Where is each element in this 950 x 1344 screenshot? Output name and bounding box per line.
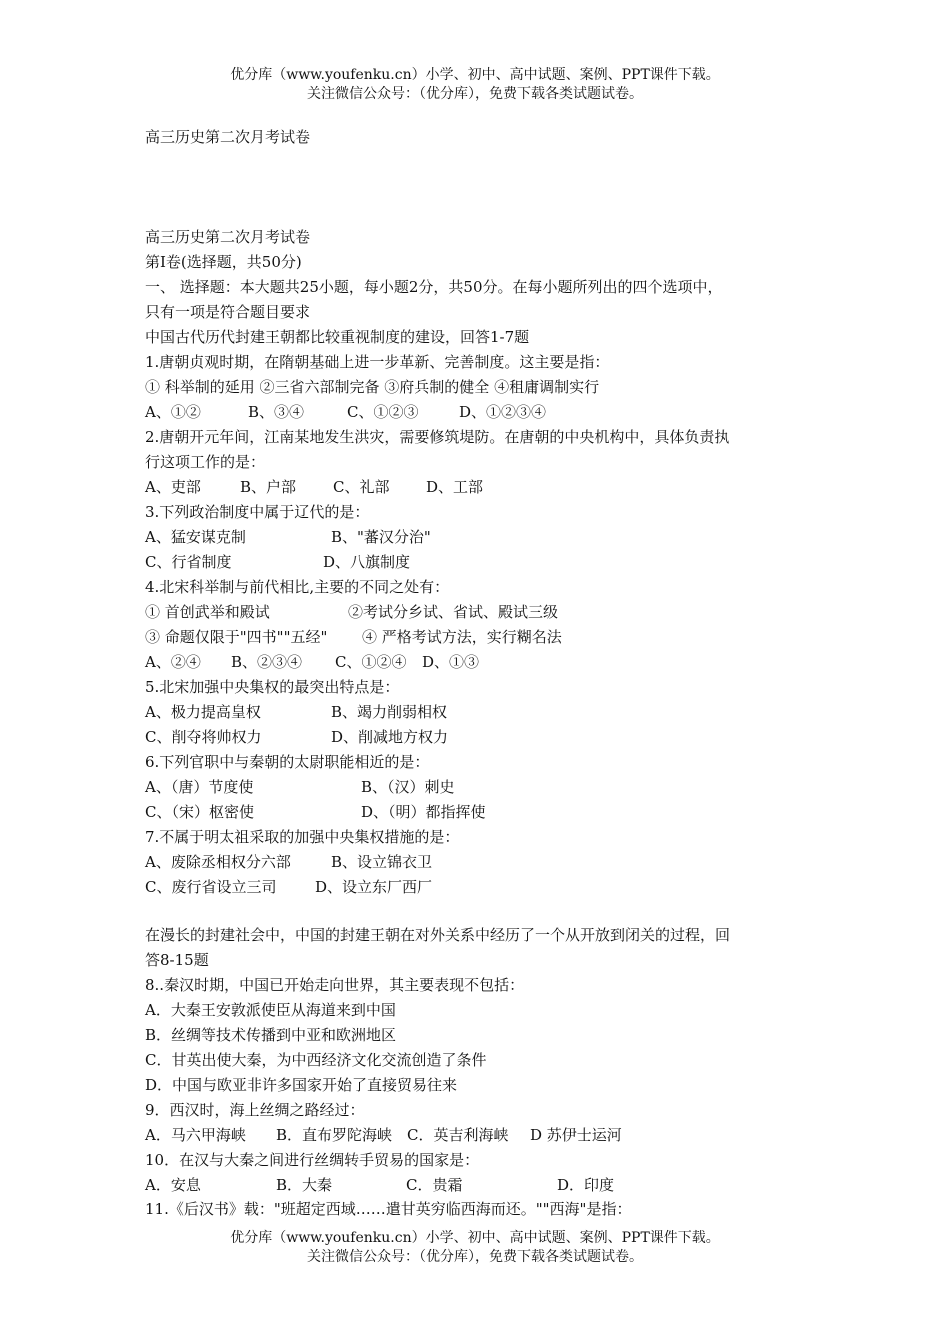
q9-option-b: B．直布罗陀海峡	[276, 1126, 393, 1144]
header-line-2: 关注微信公众号：（优分库），免费下载各类试题试卷。	[307, 86, 643, 102]
q8-stem: 8..秦汉时期，中国已开始走向世界，其主要表现不包括：	[145, 976, 525, 994]
q5-stem: 5.北宋加强中央集权的最突出特点是：	[145, 678, 400, 696]
q5-option-a: A、极力提高皇权	[145, 703, 261, 721]
q4-item-1: ① 首创武举和殿试	[145, 603, 270, 621]
q7-stem: 7.不属于明太祖采取的加强中央集权措施的是：	[145, 828, 460, 846]
q6-option-a: A、（唐）节度使	[145, 778, 254, 796]
q3-option-d: D、八旗制度	[323, 553, 411, 571]
q8-option-c: C．甘英出使大秦，为中西经济文化交流创造了条件	[145, 1051, 487, 1069]
q7-option-a: A、废除丞相权分六部	[145, 853, 291, 871]
q1-stem: 1.唐朝贞观时期，在隋朝基础上进一步革新、完善制度。这主要是指：	[145, 353, 610, 371]
q1-option-d: D、①②③④	[459, 403, 547, 421]
q7-option-c: C、废行省设立三司	[145, 878, 277, 896]
doc-title: 高三历史第二次月考试卷	[145, 228, 311, 246]
header-line-1: 优分库（www.youfenku.cn）小学、初中、高中试题、案例、PPT课件下载。	[230, 67, 720, 83]
q4-option-a: A、②④	[145, 653, 201, 671]
q11-stem: 11.《后汉书》载："班超定西域……遣甘英穷临西海而还。""西海"是指：	[145, 1200, 632, 1218]
q5-option-c: C、削夺将帅权力	[145, 728, 262, 746]
q4-option-c: C、①②④	[335, 653, 407, 671]
q3-option-c: C、行省制度	[145, 553, 232, 571]
instructions-line-2: 只有一项是符合题目要求	[145, 303, 311, 321]
q9-option-c: C．英吉利海峡	[407, 1126, 509, 1144]
q7-option-d: D、设立东厂西厂	[315, 878, 433, 896]
q2-option-a: A、吏部	[145, 478, 201, 496]
q9-stem: 9．西汉时，海上丝绸之路经过：	[145, 1101, 365, 1119]
part1-title: 第Ⅰ卷(选择题，共50分)	[145, 253, 302, 271]
q2-stem-line-2: 行这项工作的是：	[145, 453, 266, 471]
q3-stem: 3.下列政治制度中属于辽代的是：	[145, 503, 370, 521]
q7-option-b: B、设立锦衣卫	[331, 853, 433, 871]
q8-option-a: A．大秦王安敦派使臣从海道来到中国	[145, 1001, 396, 1019]
q2-option-d: D、工部	[426, 478, 484, 496]
q1-items: ① 科举制的延用 ②三省六部制完备 ③府兵制的健全 ④租庸调制实行	[145, 378, 600, 396]
q1-option-c: C、①②③	[347, 403, 419, 421]
page-footer	[0, 1229, 950, 1267]
footer-line-2: 关注微信公众号：（优分库），免费下载各类试题试卷。	[307, 1249, 643, 1265]
q8-option-b: B．丝绸等技术传播到中亚和欧洲地区	[145, 1026, 397, 1044]
q4-option-b: B、②③④	[231, 653, 303, 671]
q10-option-d: D．印度	[557, 1176, 615, 1194]
q4-stem: 4.北宋科举制与前代相比,主要的不同之处有：	[145, 578, 450, 596]
q2-option-c: C、礼部	[333, 478, 390, 496]
q9-option-d: D 苏伊士运河	[530, 1126, 622, 1144]
instructions-line-1: 一、 选择题：本大题共25小题，每小题2分，共50分。在每小题所列出的四个选项中，	[145, 278, 723, 296]
q6-option-b: B、（汉）刺史	[361, 778, 455, 796]
group2-intro-line-1: 在漫长的封建社会中，中国的封建王朝在对外关系中经历了一个从开放到闭关的过程，回	[145, 926, 731, 944]
q6-stem: 6.下列官职中与秦朝的太尉职能相近的是：	[145, 753, 430, 771]
q1-option-a: A、①②	[145, 403, 201, 421]
q10-option-b: B．大秦	[276, 1176, 333, 1194]
q4-item-4: ④ 严格考试方法，实行糊名法	[362, 628, 562, 646]
q10-option-c: C．贵霜	[406, 1176, 463, 1194]
q10-stem: 10．在汉与大秦之间进行丝绸转手贸易的国家是：	[145, 1151, 480, 1169]
q5-option-d: D、削减地方权力	[331, 728, 449, 746]
q3-option-a: A、猛安谋克制	[145, 528, 246, 546]
q4-item-3: ③ 命题仅限于"四书""五经"	[145, 628, 328, 646]
q6-option-d: D、（明）都指挥使	[361, 803, 486, 821]
q10-option-a: A．安息	[145, 1176, 201, 1194]
q5-option-b: B、竭力削弱相权	[331, 703, 448, 721]
q1-option-b: B、③④	[248, 403, 305, 421]
footer-line-1: 优分库（www.youfenku.cn）小学、初中、高中试题、案例、PPT课件下载。	[230, 1230, 720, 1246]
q2-option-b: B、户部	[240, 478, 297, 496]
group2-intro-line-2: 答8-15题	[145, 951, 209, 969]
doc-title-top: 高三历史第二次月考试卷	[145, 128, 311, 146]
q2-stem-line-1: 2.唐朝开元年间，江南某地发生洪灾，需要修筑堤防。在唐朝的中央机构中，具体负责执	[145, 428, 730, 446]
page-header	[0, 66, 950, 104]
q6-option-c: C、（宋）枢密使	[145, 803, 254, 821]
q4-item-2: ②考试分乡试、省试、殿试三级	[348, 603, 559, 621]
q4-option-d: D、①③	[422, 653, 480, 671]
group1-intro: 中国古代历代封建王朝都比较重视制度的建设，回答1-7题	[145, 328, 530, 346]
q3-option-b: B、"蕃汉分治"	[331, 528, 431, 546]
q9-option-a: A．马六甲海峡	[145, 1126, 246, 1144]
q8-option-d: D．中国与欧亚非许多国家开始了直接贸易往来	[145, 1076, 458, 1094]
